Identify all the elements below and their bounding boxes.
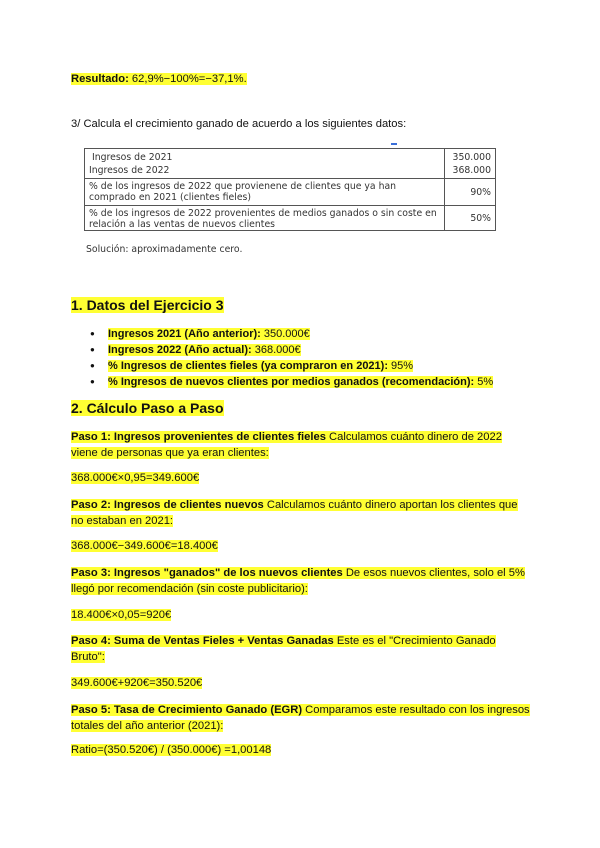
- list-item: ● Ingresos 2022 (Año actual): 368.000€: [88, 342, 493, 358]
- step2-text: Paso 2: Ingresos de clientes nuevos Calculamos cuánto dinero aportan los clientes que no estaban en 2021:: [71, 499, 518, 527]
- step1-text: Paso 1: Ingresos provenientes de clientes fieles Calculamos cuánto dinero de 2022 viene de personas que ya eran clientes:: [71, 431, 502, 459]
- table-cell-label: Ingresos de 2022: [85, 164, 445, 179]
- table-row: [85, 164, 496, 179]
- step2-title: Paso 2: Ingresos de clientes nuevos: [71, 499, 264, 511]
- solution-text: Solución: aproximadamente cero.: [86, 244, 243, 255]
- table-row: [85, 206, 496, 231]
- section2-title: 2. Cálculo Paso a Paso: [71, 400, 224, 416]
- table-cell-value: 350.000: [445, 149, 496, 165]
- question-text: 3/ Calcula el crecimiento ganado de acuerdo a los siguientes datos:: [71, 118, 407, 130]
- table-row: [85, 179, 496, 206]
- section1-title: 1. Datos del Ejercicio 3: [71, 297, 224, 313]
- step3-text: Paso 3: Ingresos "ganados" de los nuevos clientes De esos nuevos clientes, solo el 5% llegó por recomendación (sin coste publicitario):: [71, 567, 525, 595]
- resultado-value: 62,9%−100%=−37,1%.: [128, 73, 247, 85]
- step1-title: Paso 1: Ingresos provenientes de clientes fieles: [71, 431, 326, 443]
- step4-formula: 349.600€+920€=350.520€: [71, 677, 203, 689]
- table-cell-value: 90%: [445, 179, 496, 206]
- list-item: ● % Ingresos de nuevos clientes por medios ganados (recomendación): 5%: [88, 374, 493, 390]
- step3-title: Paso 3: Ingresos "ganados" de los nuevos clientes: [71, 567, 343, 579]
- resultado-label: Resultado:: [71, 73, 129, 85]
- step5-text: Paso 5: Tasa de Crecimiento Ganado (EGR) Comparamos este resultado con los ingresos totales del año anterior (2021):: [71, 704, 530, 732]
- step1-formula: 368.000€×0,95=349.600€: [71, 472, 200, 484]
- cursor-mark: [391, 143, 397, 145]
- table-cell-value: 50%: [445, 206, 496, 231]
- step5-title: Paso 5: Tasa de Crecimiento Ganado (EGR): [71, 704, 303, 716]
- step4-title: Paso 4: Suma de Ventas Fieles + Ventas Ganadas: [71, 635, 334, 647]
- table-cell-label: Ingresos de 2021: [85, 149, 445, 165]
- step5-formula: Ratio=(350.520€) / (350.000€) =1,00148: [71, 744, 272, 756]
- list-item: ● Ingresos 2021 (Año anterior): 350.000€: [88, 326, 493, 342]
- table-cell-label: % de los ingresos de 2022 provenientes de medios ganados o sin coste en relación a las ventas de nuevos clientes: [85, 206, 445, 231]
- data-table: [84, 148, 496, 231]
- table-row: [85, 149, 496, 165]
- data-bullet-list: [88, 326, 493, 390]
- step2-formula: 368.000€−349.600€=18.400€: [71, 540, 218, 552]
- resultado-line: [71, 71, 247, 87]
- table-cell-value: 368.000: [445, 164, 496, 179]
- table-cell-label: % de los ingresos de 2022 que provienene de clientes que ya han comprado en 2021 (clientes fieles): [85, 179, 445, 206]
- step4-text: Paso 4: Suma de Ventas Fieles + Ventas Ganadas Este es el "Crecimiento Ganado Bruto":: [71, 635, 496, 663]
- list-item: ● % Ingresos de clientes fieles (ya compraron en 2021): 95%: [88, 358, 493, 374]
- step3-formula: 18.400€×0,05=920€: [71, 609, 172, 621]
